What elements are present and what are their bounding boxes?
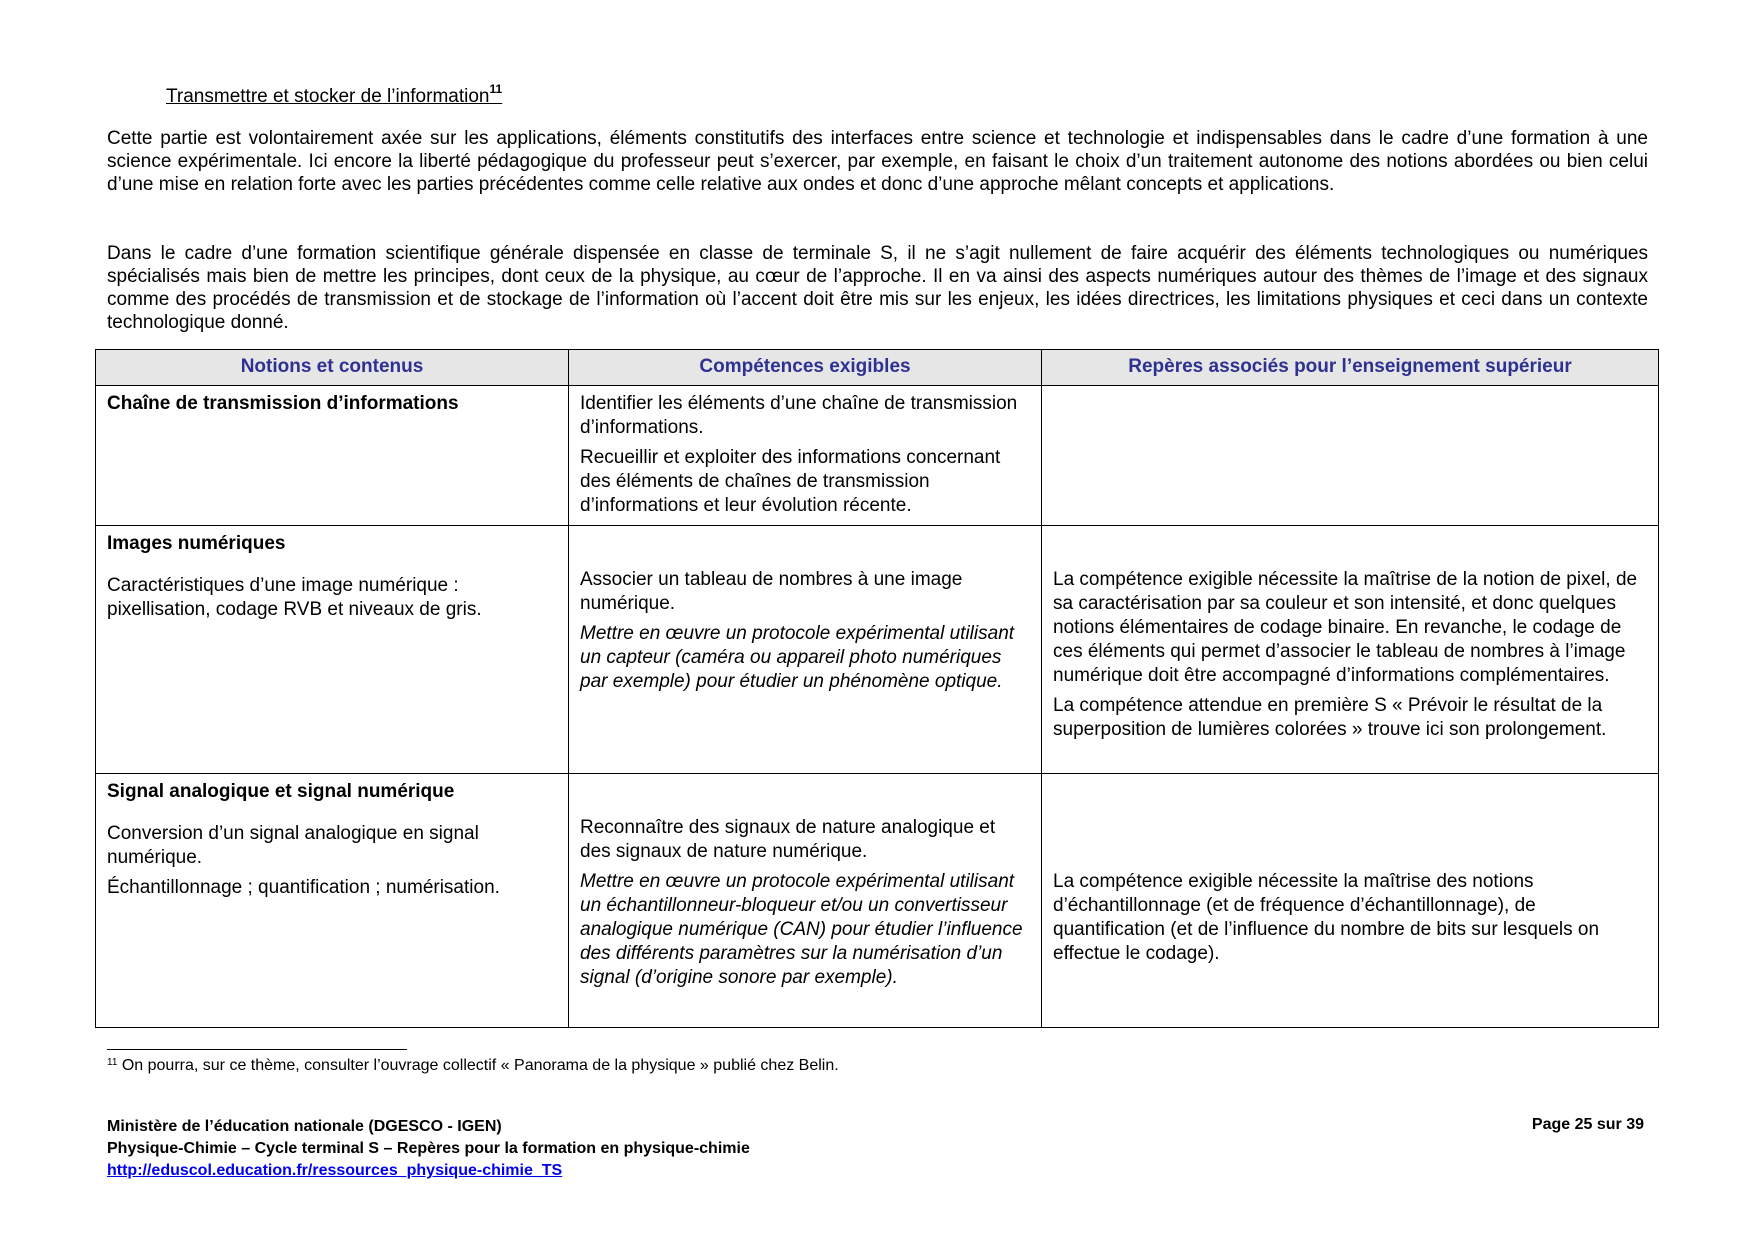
reperes-text: La compétence exigible nécessite la maîtrise de la notion de pixel, de sa caractérisation par sa couleur et son intensité, et donc quelques notions élémentaires de codage binaire. En revanche, le codage de ces éléments qui permet d’associer le tableau de nombres à l’image numérique doit être accompagné d’informations complémentaires. (1053, 569, 1638, 686)
footer-title: Physique-Chimie – Cycle terminal S – Repères pour la formation en physique-chimie (107, 1140, 750, 1157)
table-header-row (96, 350, 1659, 386)
reperes-text: La compétence attendue en première S « Prévoir le résultat de la superposition de lumières colorées » trouve ici son prolongement. (1053, 695, 1607, 740)
competence-text: Associer un tableau de nombres à une image numérique. (580, 569, 963, 614)
header-competences: Compétences exigibles (569, 350, 1042, 386)
notions-cell (96, 774, 569, 1028)
reperes-text: La compétence exigible nécessite la maîtrise des notions d’échantillonnage (et de fréquence d’échantillonnage), de quantification (et de l’influence du nombre de bits sur lesquels on effectue le codage). (1053, 871, 1600, 964)
notions-cell (96, 526, 569, 774)
footnote-number: 11 (107, 1057, 118, 1068)
notion-title: Chaîne de transmission d’informations (107, 393, 459, 414)
competence-text: Reconnaître des signaux de nature analogique et des signaux de nature numérique. (580, 817, 996, 862)
notions-cell (96, 386, 569, 526)
competences-cell (569, 774, 1042, 1028)
curriculum-table (95, 349, 1659, 1028)
header-notions: Notions et contenus (96, 350, 569, 386)
notion-text: Échantillonnage ; quantification ; numérisation. (107, 877, 500, 898)
intro-paragraph-1: Cette partie est volontairement axée sur les applications, éléments constitutifs des interfaces entre science et technologie et indispensables dans le cadre d’une formation à une science expérimentale. Ici encore la liberté pédagogique du professeur peut s’exercer, par exemple, en faisant le choix d’un traitement autonome des notions abordées ou bien celui d’une mise en relation forte avec les parties précédentes comme celle relative aux ondes et donc d’une approche mêlant concepts et applications. (107, 128, 1648, 195)
competence-text: Identifier les éléments d’une chaîne de transmission d’informations. (580, 393, 1018, 438)
reperes-cell (1042, 526, 1659, 774)
reperes-cell (1042, 774, 1659, 1028)
section-heading-text: Transmettre et stocker de l’information (166, 86, 490, 107)
page-footer (107, 1116, 750, 1182)
competences-cell (569, 526, 1042, 774)
footer-ministry: Ministère de l’éducation nationale (DGESCO - IGEN) (107, 1118, 502, 1135)
notion-title: Images numériques (107, 533, 286, 554)
intro-paragraph-2: Dans le cadre d’une formation scientifique générale dispensée en classe de terminale S, il ne s’agit nullement de faire acquérir des éléments technologiques ou numériques spécialisés mais bien de mettre les principes, dont ceux de la physique, au cœur de l’approche. Il en va ainsi des aspects numériques autour des thèmes de l’image et des signaux comme des procédés de transmission et de stockage de l’information où l’accent doit être mis sur les enjeux, les idées directrices, les limitations physiques et ceci dans un contexte technologique donné. (107, 243, 1648, 333)
footnote-separator (107, 1049, 407, 1050)
competence-italic-text: Mettre en œuvre un protocole expérimental utilisant un capteur (caméra ou appareil photo numériques par exemple) pour étudier un phénomène optique. (580, 623, 1015, 692)
competence-italic-text: Mettre en œuvre un protocole expérimental utilisant un échantillonneur-bloqueur et/ou un convertisseur analogique numérique (CAN) pour étudier l’influence des différents paramètres sur la numérisation d’un signal (d’origine sonore par exemple). (580, 871, 1023, 988)
page-number: Page 25 sur 39 (1531, 1116, 1644, 1133)
competences-cell (569, 386, 1042, 526)
notion-text: Conversion d’un signal analogique en signal numérique. (107, 823, 479, 868)
notion-title: Signal analogique et signal numérique (107, 781, 455, 802)
footnote-ref[interactable]: 11 (489, 82, 503, 96)
table-row (96, 526, 1659, 774)
section-heading (166, 82, 503, 108)
notion-text: Caractéristiques d’une image numérique : pixellisation, codage RVB et niveaux de gris. (107, 575, 482, 620)
footnote (107, 1057, 839, 1075)
footer-link[interactable]: http://eduscol.education.fr/ressources_physique-chimie_TS (107, 1162, 563, 1179)
table-row (96, 774, 1659, 1028)
competence-text: Recueillir et exploiter des informations concernant des éléments de chaînes de transmission d’informations et leur évolution récente. (580, 447, 1001, 516)
header-reperes: Repères associés pour l’enseignement supérieur (1042, 350, 1659, 386)
footnote-text: On pourra, sur ce thème, consulter l’ouvrage collectif « Panorama de la physique » publié chez Belin. (117, 1057, 839, 1074)
reperes-cell (1042, 386, 1659, 526)
table-row (96, 386, 1659, 526)
